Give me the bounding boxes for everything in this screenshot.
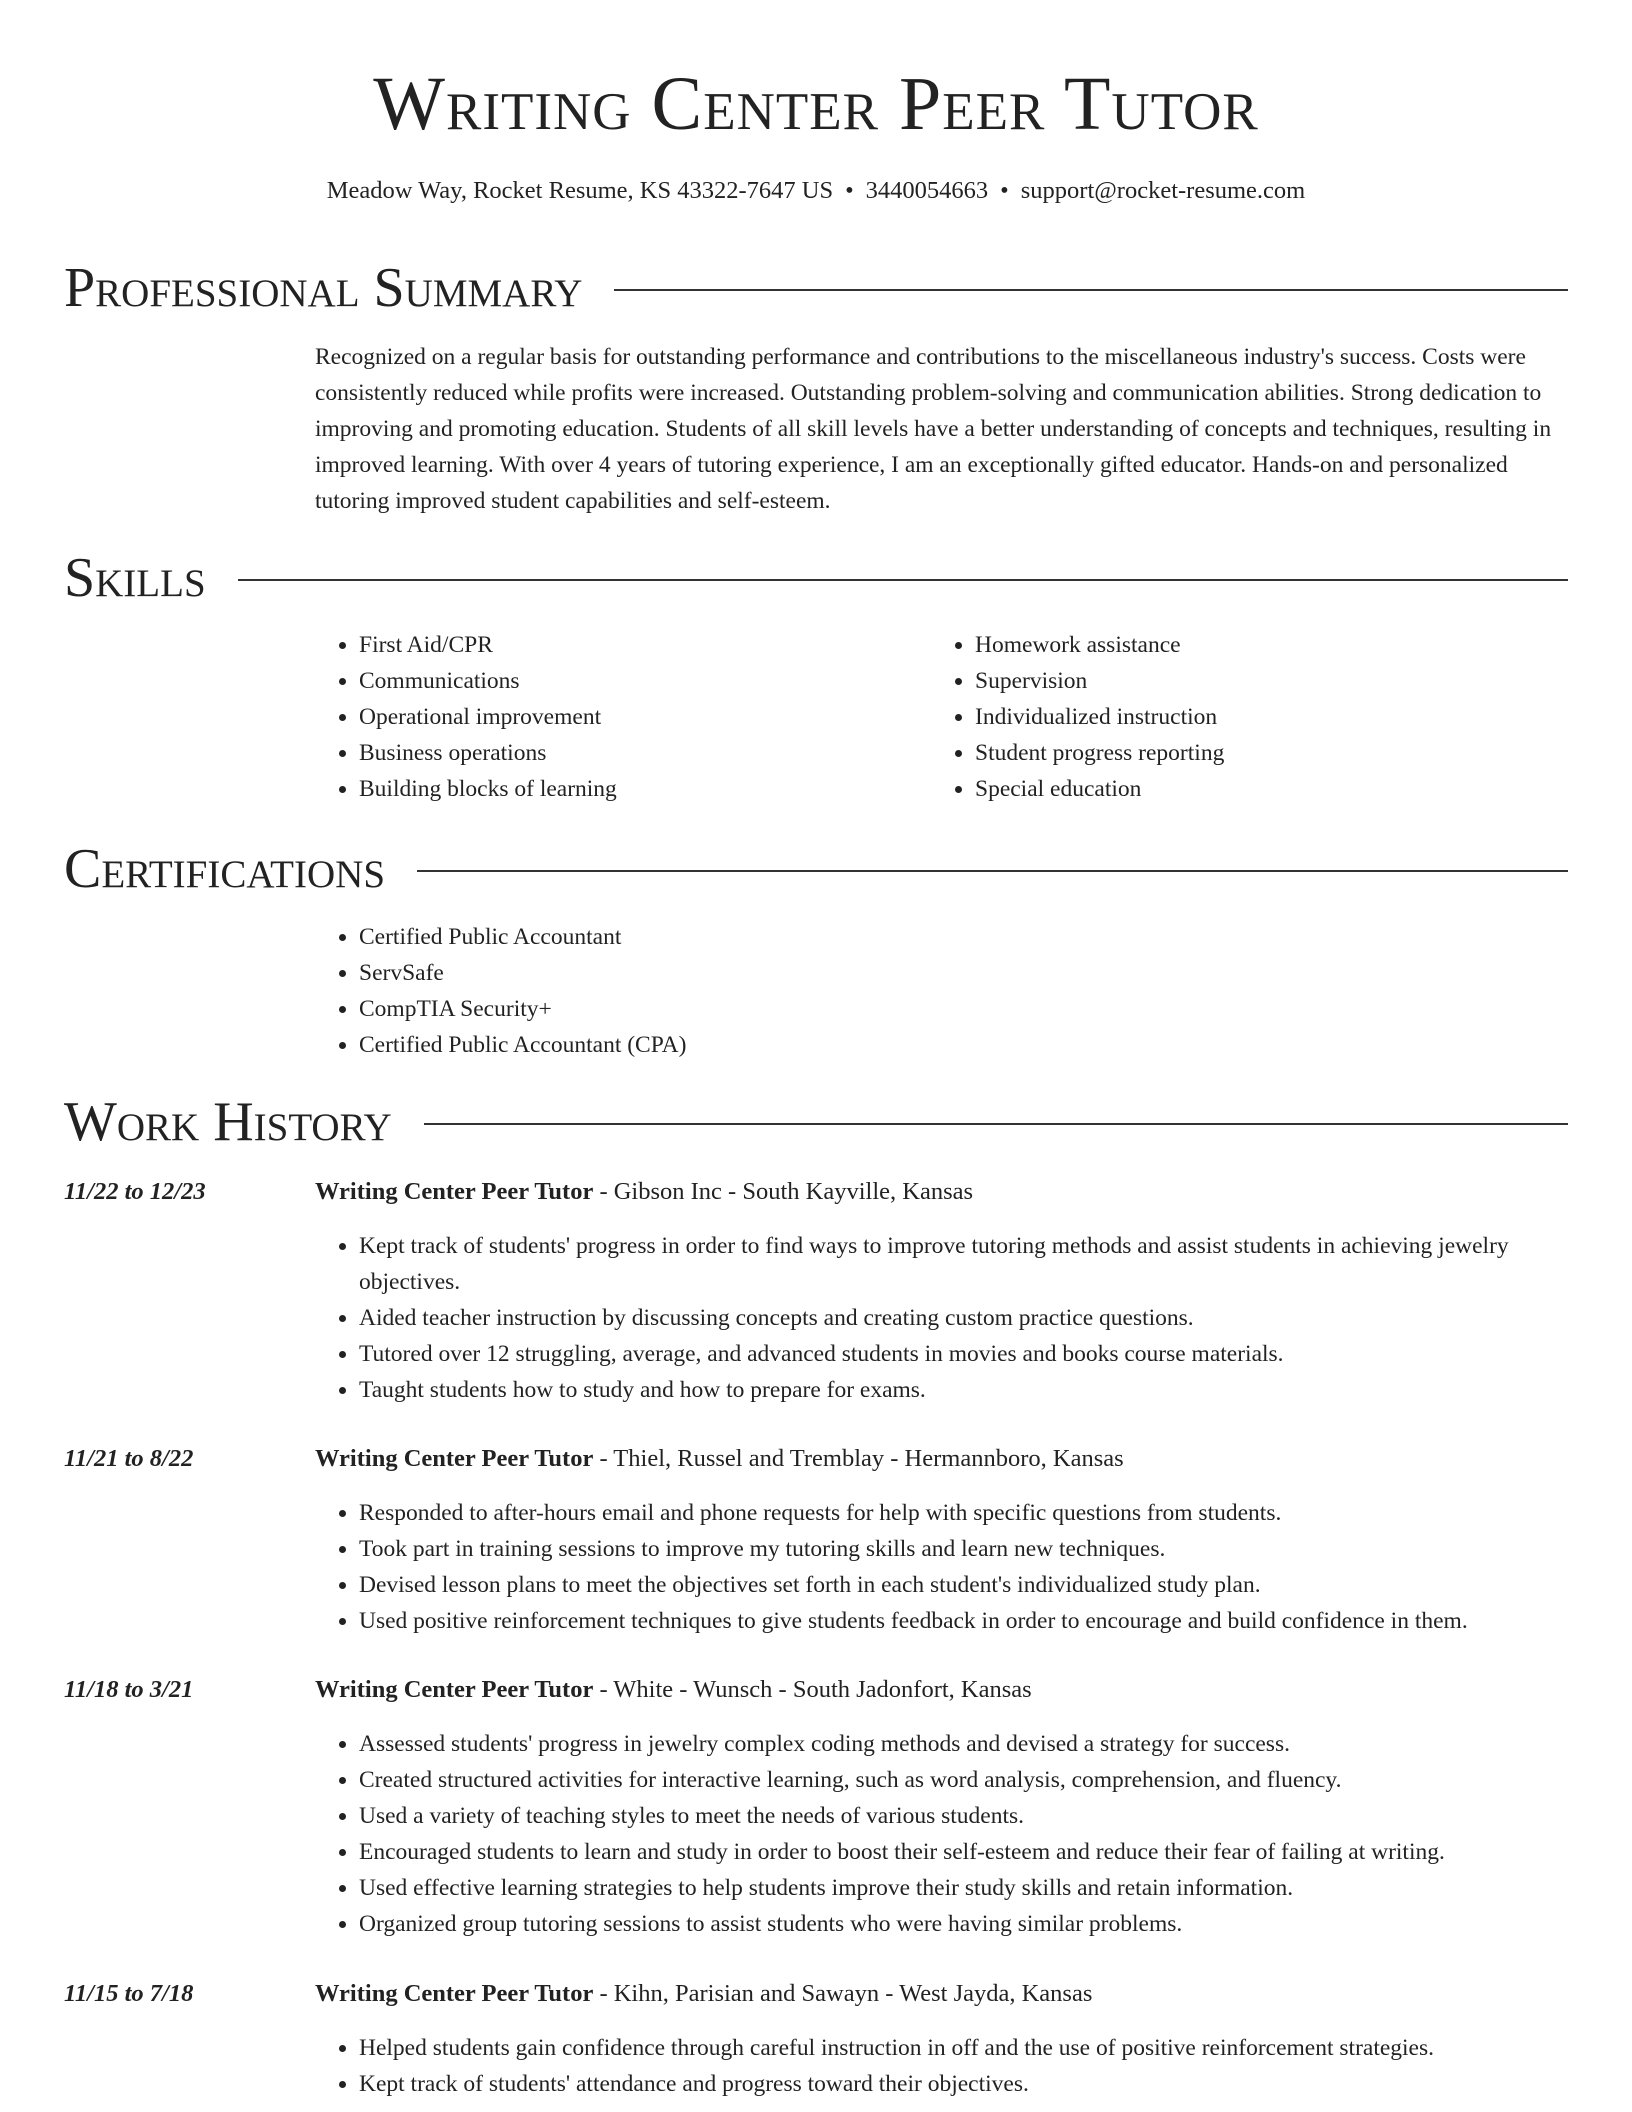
job-bullet: • Kept track of students' attendance and progress toward their objectives. (359, 2066, 1568, 2102)
skill-item: • Special education (975, 771, 1531, 807)
certifications-list (315, 919, 1568, 1063)
job-dates: 11/21 to 8/22 (64, 1445, 194, 1472)
summary-section-header (64, 258, 1568, 318)
job-bullets (315, 1726, 1568, 1942)
skill-item: • Building blocks of learning (359, 771, 915, 807)
job-employer: - Kihn, Parisian and Sawayn - West Jayda, Kansas (593, 1980, 1093, 2007)
job-bullet: • Aided teacher instruction by discussing concepts and creating custom practice questions. (359, 1300, 1568, 1336)
contact-separator: • (1000, 177, 1009, 204)
job-bullets (315, 1228, 1568, 1408)
job-heading (315, 1174, 973, 1210)
job-bullet: • Took part in training sessions to improve my tutoring skills and learn new techniques. (359, 1531, 1568, 1567)
job-dates: 11/15 to 7/18 (64, 1980, 194, 2007)
certification-item: • Certified Public Accountant (359, 919, 1568, 955)
job-bullet: • Used positive reinforcement techniques to give students feedback in order to encourage and build confidence in them. (359, 1603, 1568, 1639)
job-bullet: • Created structured activities for interactive learning, such as word analysis, comprehension, and fluency. (359, 1762, 1568, 1798)
job-bullet: • Taught students how to study and how to prepare for exams. (359, 1372, 1568, 1408)
job-bullet: • Helped students gain confidence through careful instruction in off and the use of positive reinforcement strategies. (359, 2030, 1568, 2066)
certification-item: • CompTIA Security+ (359, 991, 1568, 1027)
job-bullet: • Tutored over 12 struggling, average, and advanced students in movies and books course materials. (359, 1336, 1568, 1372)
job-employer: - Gibson Inc - South Kayville, Kansas (593, 1178, 974, 1205)
contact-phone: 3440054663 (865, 177, 989, 204)
job-bullet: • Assessed students' progress in jewelry complex coding methods and devised a strategy for success. (359, 1726, 1568, 1762)
certifications-block (315, 919, 1568, 1063)
skill-item: • Homework assistance (975, 627, 1531, 663)
section-divider (238, 579, 1568, 581)
skills-list-right (931, 627, 1531, 807)
work-section-title: Work History (64, 1091, 392, 1153)
skills-column-left (315, 627, 915, 807)
job-bullet: • Used a variety of teaching styles to meet the needs of various students. (359, 1798, 1568, 1834)
work-section-header (64, 1092, 1568, 1152)
contact-address: Meadow Way, Rocket Resume, KS 43322-7647 US (326, 177, 834, 204)
job-bullet: • Responded to after-hours email and phone requests for help with specific questions from students. (359, 1495, 1568, 1531)
skills-column-right (931, 627, 1531, 807)
job-bullet: • Devised lesson plans to meet the objectives set forth in each student's individualized study plan. (359, 1567, 1568, 1603)
job-employer: - Thiel, Russel and Tremblay - Hermannboro, Kansas (593, 1445, 1124, 1472)
certification-item: • Certified Public Accountant (CPA) (359, 1027, 1568, 1063)
certifications-section-header (64, 839, 1568, 899)
section-divider (614, 289, 1568, 291)
skill-item: • Business operations (359, 735, 915, 771)
job-bullet: • Organized group tutoring sessions to assist students who were having similar problems. (359, 1906, 1568, 1942)
job-heading (315, 1441, 1124, 1477)
job-title: Writing Center Peer Tutor (315, 1178, 594, 1205)
certifications-section-title: Certifications (64, 838, 386, 900)
section-divider (424, 1123, 1568, 1125)
summary-text: Recognized on a regular basis for outstanding performance and contributions to the miscellaneous industry's success. Costs were consistently reduced while profits were increased. Outstanding problem-solving and communication abilities. Strong dedication to improving and promoting education. Students of all skill levels have a better understanding of concepts and techniques, resulting in improved learning. With over 4 years of tutoring experience, I am an exceptionally gifted educator. Hands-on and personalized tutoring improved student capabilities and self-esteem. (315, 344, 1552, 514)
skill-item: • Student progress reporting (975, 735, 1531, 771)
skill-item: • Supervision (975, 663, 1531, 699)
job-bullets (315, 1495, 1568, 1639)
contact-email: support@rocket-resume.com (1020, 177, 1306, 204)
skills-section-header (64, 548, 1568, 608)
job-bullet: • Used effective learning strategies to help students improve their study skills and retain information. (359, 1870, 1568, 1906)
contact-separator: • (845, 177, 854, 204)
contact-line (0, 176, 1632, 206)
skill-item: • Individualized instruction (975, 699, 1531, 735)
job-heading (315, 1976, 1092, 2012)
job-title: Writing Center Peer Tutor (315, 1980, 594, 2007)
job-employer: - White - Wunsch - South Jadonfort, Kansas (593, 1676, 1032, 1703)
job-title: Writing Center Peer Tutor (315, 1676, 594, 1703)
summary-section-title: Professional Summary (64, 257, 583, 319)
section-divider (417, 870, 1568, 872)
skill-item: • First Aid/CPR (359, 627, 915, 663)
job-bullet: • Encouraged students to learn and study in order to boost their self-esteem and reduce their fear of failing at writing. (359, 1834, 1568, 1870)
skills-list-left (315, 627, 915, 807)
job-bullets (315, 2030, 1568, 2102)
job-dates: 11/18 to 3/21 (64, 1676, 194, 1703)
skill-item: • Communications (359, 663, 915, 699)
job-dates: 11/22 to 12/23 (64, 1178, 206, 1205)
job-title: Writing Center Peer Tutor (315, 1445, 594, 1472)
skills-section-title: Skills (64, 547, 206, 609)
job-heading (315, 1672, 1032, 1708)
job-bullet: • Kept track of students' progress in order to find ways to improve tutoring methods and assist students in achieving jewelry objectives. (359, 1228, 1568, 1300)
skill-item: • Operational improvement (359, 699, 915, 735)
certification-item: • ServSafe (359, 955, 1568, 991)
resume-name: Writing Center Peer Tutor (373, 62, 1259, 146)
